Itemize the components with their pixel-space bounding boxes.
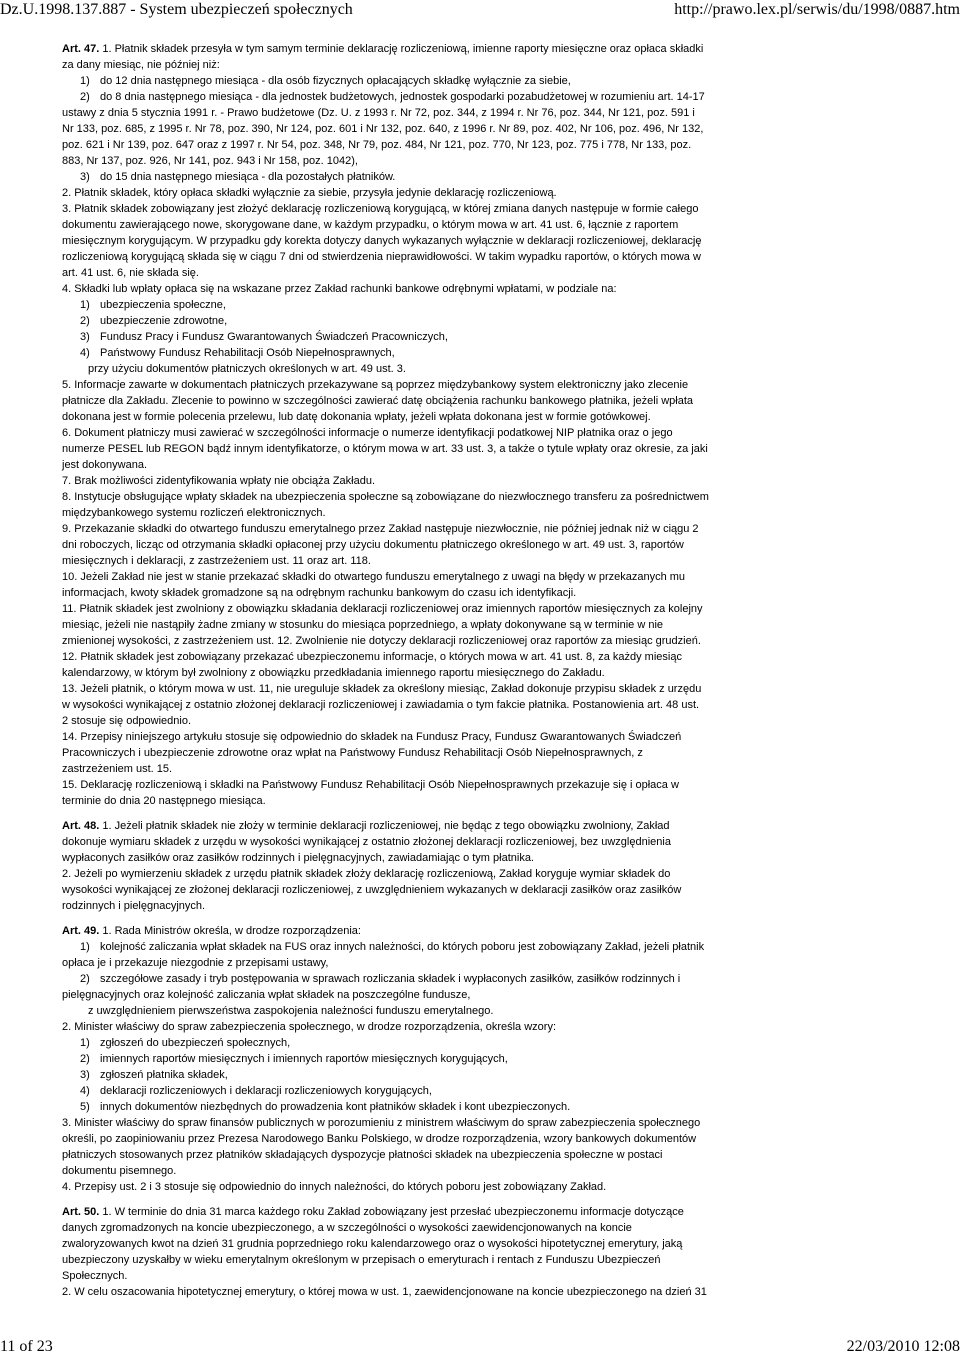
text-line xyxy=(62,361,942,377)
line-text: międzybankowego systemu rozliczeń elektronicznych. xyxy=(62,507,326,519)
line-text: innych dokumentów niezbędnych do prowadzenia kont płatników składek i kont ubezpieczonych. xyxy=(100,1101,571,1113)
text-line xyxy=(62,633,942,649)
text-line xyxy=(62,105,942,121)
line-text: dokumentu zawierającego nowe, skorygowane dane, w każdym przypadku, o którym mowa w art. 41 ust. 6, łącznie z raportem xyxy=(62,219,679,231)
line-text: opłaca je i przekazuje niezgodnie z przepisami ustawy, xyxy=(62,957,329,969)
line-text: informacjach, kwoty składek gromadzone są na odrębnym rachunku bankowym do czasu ich identyfikacji. xyxy=(62,587,577,599)
line-text: 1. Rada Ministrów określa, w drodze rozporządzenia: xyxy=(102,925,361,937)
list-item xyxy=(62,313,942,329)
line-text: imiennych raportów miesięcznych i imiennych raportów miesięcznych korygujących, xyxy=(100,1053,508,1065)
list-number: 4) xyxy=(80,1085,90,1097)
line-text: 1. Jeżeli płatnik składek nie złoży w terminie deklaracji rozliczeniowej, nie będąc z tego obowiązku zwolniony, Zakład xyxy=(102,820,670,832)
line-text: 14. Przepisy niniejszego artykułu stosuje się odpowiednio do składek na Fundusz Pracy, Fundusz Gwarantowanych Świadczeń xyxy=(62,731,682,743)
print-footer xyxy=(0,1337,960,1357)
list-item xyxy=(62,89,942,105)
list-number: 3) xyxy=(80,331,90,343)
text-line xyxy=(62,818,942,834)
document-body xyxy=(62,41,942,1300)
article-heading: Art. 49. xyxy=(62,925,100,937)
text-line xyxy=(62,987,942,1003)
line-text: danych zgromadzonych na koncie ubezpieczonego, a w szczególności o wysokości zaewidencjonowanych na koncie xyxy=(62,1222,632,1234)
line-text: za dany miesiąc, nie później niż: xyxy=(62,59,220,71)
line-text: dni roboczych, licząc od otrzymania składki opłaconej przy użyciu dokumentu płatniczego określonego w art. 49 ust. 3, raportów xyxy=(62,539,684,551)
line-text: rodzinnych i pielęgnacyjnych. xyxy=(62,900,206,912)
line-text: 1. W terminie do dnia 31 marca każdego roku Zakład zobowiązany jest przesłać ubezpieczonemu informacje dotyczące xyxy=(102,1206,684,1218)
line-text: 3. Minister właściwy do spraw finansów publicznych w porozumieniu z ministrem właściwym do spraw zabezpieczenia społecznego xyxy=(62,1117,701,1129)
list-item xyxy=(62,73,942,89)
list-item xyxy=(62,939,942,955)
article xyxy=(62,41,942,809)
line-text: Fundusz Pracy i Fundusz Gwarantowanych Świadczeń Pracowniczych, xyxy=(100,331,448,343)
line-text: poz. 621 i Nr 139, poz. 647 oraz z 1997 r. Nr 54, poz. 348, Nr 79, poz. 484, Nr 121, poz. 770, Nr 123, poz. 775 i 778, Nr 133, poz. xyxy=(62,139,692,151)
text-line xyxy=(62,249,942,265)
article-heading: Art. 48. xyxy=(62,820,100,832)
list-number: 2) xyxy=(80,91,90,103)
line-text: 2 stosuje się odpowiednio. xyxy=(62,715,192,727)
text-line xyxy=(62,850,942,866)
text-line xyxy=(62,665,942,681)
text-line xyxy=(62,217,942,233)
text-line xyxy=(62,457,942,473)
text-line xyxy=(62,834,942,850)
line-text: kolejność zaliczania wpłat składek na FUS oraz innych należności, do których poboru jest zobowiązany Zakład, jeżeli płatnik xyxy=(100,941,705,953)
line-text: 12. Płatnik składek jest zobowiązany przekazać ubezpieczonemu informacje, o których mowa w art. 41 ust. 8, za każdy miesiąc xyxy=(62,651,682,663)
line-text: 15. Deklarację rozliczeniową i składki na Państwowy Fundusz Rehabilitacji Osób Niepełnosprawnych przekazuje się i opłaca w xyxy=(62,779,679,791)
text-line xyxy=(62,1236,942,1252)
text-line xyxy=(62,777,942,793)
text-line xyxy=(62,233,942,249)
list-item xyxy=(62,971,942,987)
line-text: kalendarzowy, w którym był zwolniony z obowiązku przedkładania imiennego raportu miesięcznego do Zakładu. xyxy=(62,667,605,679)
text-line xyxy=(62,617,942,633)
text-line xyxy=(62,473,942,489)
list-item xyxy=(62,1083,942,1099)
text-line xyxy=(62,377,942,393)
text-line xyxy=(62,1115,942,1131)
text-line xyxy=(62,441,942,457)
line-text: wysokości wynikającej ze złożonej deklaracji rozliczeniowej, z uwzględnieniem wykazanych w deklaracji zasiłków oraz zasiłków xyxy=(62,884,682,896)
list-number: 3) xyxy=(80,1069,90,1081)
line-text: określi, po zaopiniowaniu przez Prezesa Narodowego Banku Polskiego, w drodze rozporządzenia, wzory bankowych dokumentów xyxy=(62,1133,697,1145)
line-text: 6. Dokument płatniczy musi zawierać w szczególności informacje o numerze identyfikacji podatkowej NIP płatnika oraz o jego xyxy=(62,427,673,439)
list-number: 2) xyxy=(80,315,90,327)
line-text: 4. Przepisy ust. 2 i 3 stosuje się odpowiednio do innych należności, do których poboru jest zobowiązany Zakład. xyxy=(62,1181,607,1193)
text-line xyxy=(62,201,942,217)
text-line xyxy=(62,1268,942,1284)
text-line xyxy=(62,1179,942,1195)
line-text: jest dokonywana. xyxy=(62,459,147,471)
line-text: 2. Płatnik składek, który opłaca składki wyłącznie za siebie, przysyła jedynie deklarację rozliczeniową. xyxy=(62,187,557,199)
text-line xyxy=(62,265,942,281)
line-text: Nr 133, poz. 685, z 1995 r. Nr 78, poz. 390, Nr 124, poz. 601 i Nr 132, poz. 640, z 1996 r. Nr 89, poz. 402, Nr 106, poz. 496, Nr 132, xyxy=(62,123,704,135)
line-text: przy użyciu dokumentów płatniczych określonych w art. 49 ust. 3. xyxy=(88,363,406,375)
line-text: 10. Jeżeli Zakład nie jest w stanie przekazać składki do otwartego funduszu emerytalnego z uwagi na błędy w przekazanych mu xyxy=(62,571,686,583)
line-text: 2. Minister właściwy do spraw zabezpieczenia społecznego, w drodze rozporządzenia, określa wzory: xyxy=(62,1021,557,1033)
line-text: 11. Płatnik składek jest zwolniony z obowiązku składania deklaracji rozliczeniowej oraz imiennych raportów miesięcznych za kolejny xyxy=(62,603,703,615)
text-line xyxy=(62,1163,942,1179)
text-line xyxy=(62,697,942,713)
list-number: 2) xyxy=(80,973,90,985)
line-text: 9. Przekazanie składki do otwartego funduszu emerytalnego przez Zakład następuje niezwłocznie, nie później jednak niż w ciągu 2 xyxy=(62,523,699,535)
line-text: 2. Jeżeli po wymierzeniu składek z urzędu płatnik składek złoży deklarację rozliczeniową, Zakład koryguje wymiar składek do xyxy=(62,868,671,880)
line-text: ubezpieczenia społeczne, xyxy=(100,299,226,311)
text-line xyxy=(62,425,942,441)
line-text: ubezpieczenie zdrowotne, xyxy=(100,315,228,327)
line-text: do 15 dnia następnego miesiąca - dla pozostałych płatników. xyxy=(100,171,396,183)
text-line xyxy=(62,553,942,569)
line-text: ubezpieczony uzyskałby w wieku emerytalnym określonym w przepisach o emeryturach i rentach z Funduszu Ubezpieczeń xyxy=(62,1254,661,1266)
text-line xyxy=(62,185,942,201)
print-datetime: 22/03/2010 12:08 xyxy=(846,1338,960,1355)
text-line xyxy=(62,713,942,729)
line-text: deklaracji rozliczeniowych i deklaracji rozliczeniowych korygujących, xyxy=(100,1085,432,1097)
line-text: do 12 dnia następnego miesiąca - dla osób fizycznych opłacających składkę wyłącznie za siebie, xyxy=(100,75,571,87)
text-line xyxy=(62,153,942,169)
text-line xyxy=(62,745,942,761)
list-number: 4) xyxy=(80,347,90,359)
text-line xyxy=(62,537,942,553)
list-item xyxy=(62,1067,942,1083)
text-line xyxy=(62,955,942,971)
text-line xyxy=(62,882,942,898)
text-line xyxy=(62,585,942,601)
text-line xyxy=(62,1252,942,1268)
line-text: do 8 dnia następnego miesiąca - dla jednostek budżetowych, jednostek gospodarki pozabudżetowej w rozumieniu art. 14-17 xyxy=(100,91,705,103)
text-line xyxy=(62,601,942,617)
text-line xyxy=(62,729,942,745)
list-item xyxy=(62,169,942,185)
list-item xyxy=(62,1099,942,1115)
article-heading: Art. 50. xyxy=(62,1206,100,1218)
line-text: Społecznych. xyxy=(62,1270,128,1282)
text-line xyxy=(62,281,942,297)
line-text: szczegółowe zasady i tryb postępowania w sprawach rozliczania składek i wypłaconych zasiłków, zasiłków rodzinnych i xyxy=(100,973,681,985)
text-line xyxy=(62,57,942,73)
list-number: 2) xyxy=(80,1053,90,1065)
text-line xyxy=(62,489,942,505)
line-text: 1. Płatnik składek przesyła w tym samym terminie deklarację rozliczeniową, imienne raporty miesięczne oraz opłaca składki xyxy=(102,43,704,55)
text-line xyxy=(62,521,942,537)
line-text: 5. Informacje zawarte w dokumentach płatniczych przekazywane są poprzez międzybankowy system elektroniczny jako zlecenie xyxy=(62,379,689,391)
text-line xyxy=(62,1220,942,1236)
line-text: 8. Instytucje obsługujące wpłaty składek na ubezpieczenia społeczne są zobowiązane do niezwłocznego transferu za pośrednictwem xyxy=(62,491,709,503)
line-text: Pracowniczych i ubezpieczenie zdrowotne oraz wpłat na Państwowy Fundusz Rehabilitacji Osób Niepełnosprawnych, z xyxy=(62,747,643,759)
text-line xyxy=(62,1003,942,1019)
text-line xyxy=(62,393,942,409)
text-line xyxy=(62,137,942,153)
line-text: 3. Płatnik składek zobowiązany jest złożyć deklarację rozliczeniową korygującą, w której zmiana danych następuje w formie całego xyxy=(62,203,699,215)
text-line xyxy=(62,649,942,665)
line-text: zgłoszeń do ubezpieczeń społecznych, xyxy=(100,1037,291,1049)
line-text: 883, Nr 137, poz. 926, Nr 141, poz. 943 i Nr 158, poz. 1042), xyxy=(62,155,358,167)
list-item xyxy=(62,1051,942,1067)
text-line xyxy=(62,923,942,939)
text-line xyxy=(62,1284,942,1300)
line-text: płatnicze dla Zakładu. Zlecenie to powinno w szczególności zawierać datę obciążenia rachunku bankowego płatnika, jeżeli wpłata xyxy=(62,395,694,407)
list-number: 5) xyxy=(80,1101,90,1113)
text-line xyxy=(62,1147,942,1163)
text-line xyxy=(62,569,942,585)
text-line xyxy=(62,409,942,425)
text-line xyxy=(62,898,942,914)
list-number: 1) xyxy=(80,941,90,953)
line-text: 7. Brak możliwości zidentyfikowania wpłaty nie obciąża Zakładu. xyxy=(62,475,376,487)
list-item xyxy=(62,1035,942,1051)
line-text: dokumentu pisemnego. xyxy=(62,1165,177,1177)
line-text: 4. Składki lub wpłaty opłaca się na wskazane przez Zakład rachunki bankowe odrębnymi wpłatami, w podziale na: xyxy=(62,283,617,295)
page-counter: 11 of 23 xyxy=(0,1338,53,1355)
text-line xyxy=(62,1131,942,1147)
line-text: Państwowy Fundusz Rehabilitacji Osób Niepełnosprawnych, xyxy=(100,347,395,359)
print-header-title: Dz.U.1998.137.887 - System ubezpieczeń społecznych xyxy=(0,1,353,18)
list-item xyxy=(62,297,942,313)
line-text: dokonana jest w formie polecenia przelewu, lub datę dokonania wpłaty, jeżeli wpłata dokonana jest w formie gotówkowej. xyxy=(62,411,651,423)
line-text: miesiąc, jeżeli nie nastąpiły żadne zmiany w stosunku do miesiąca poprzedniego, a wpłaty dokonywane są w terminie w nie xyxy=(62,619,664,631)
list-number: 1) xyxy=(80,299,90,311)
text-line xyxy=(62,121,942,137)
text-line xyxy=(62,793,942,809)
line-text: art. 41 ust. 6, nie składa się. xyxy=(62,267,199,279)
line-text: w wysokości wynikającej z ostatnio złożonej deklaracji rozliczeniowej i zawiadamia o tym fakcie płatnika. Postanowienia art. 48 ust. xyxy=(62,699,700,711)
text-line xyxy=(62,681,942,697)
line-text: ustawy z dnia 5 stycznia 1991 r. - Prawo budżetowe (Dz. U. z 1993 r. Nr 72, poz. 344, z 1994 r. Nr 76, poz. 344, Nr 121, poz. 591 i xyxy=(62,107,695,119)
text-line xyxy=(62,761,942,777)
print-header xyxy=(0,0,960,20)
list-item xyxy=(62,345,942,361)
text-line xyxy=(62,1204,942,1220)
list-number: 1) xyxy=(80,1037,90,1049)
text-line xyxy=(62,1019,942,1035)
text-line xyxy=(62,41,942,57)
list-number: 3) xyxy=(80,171,90,183)
line-text: pielęgnacyjnych oraz kolejność zaliczania wpłat składek na poszczególne fundusze, xyxy=(62,989,471,1001)
line-text: zwaloryzowanych kwot na dzień 31 grudnia poprzedniego roku kalendarzowego oraz o wysokości hipotetycznej emerytury, jaką xyxy=(62,1238,683,1250)
line-text: numerze PESEL lub REGON bądź innym identyfikatorze, o którym mowa w art. 33 ust. 3, a także o tytule wpłaty oraz okresie, za jaki xyxy=(62,443,708,455)
list-number: 1) xyxy=(80,75,90,87)
line-text: rozliczeniową korygującą składa się w ciągu 7 dni od stwierdzenia nieprawidłowości. W takim wypadku raportów, o których mowa w xyxy=(62,251,701,263)
line-text: 2. W celu oszacowania hipotetycznej emerytury, o której mowa w ust. 1, zaewidencjonowane na koncie ubezpieczonego na dzień 31 xyxy=(62,1286,707,1298)
line-text: miesięcznych i deklaracji, z zastrzeżeniem ust. 11 oraz art. 118. xyxy=(62,555,371,567)
line-text: zastrzeżeniem ust. 15. xyxy=(62,763,173,775)
line-text: zmienionej wysokości, z zastrzeżeniem ust. 12. Zwolnienie nie dotyczy deklaracji rozliczeniowej oraz raportów za miesiąc grudzień. xyxy=(62,635,701,647)
line-text: miesięcznym korygującym. W przypadku gdy korekta dotyczy danych wykazanych wyłącznie w deklaracji rozliczeniowej, deklarację xyxy=(62,235,702,247)
print-header-url: http://prawo.lex.pl/serwis/du/1998/0887.htm xyxy=(674,1,960,18)
line-text: płatniczych stosowanych przez płatników składających dyspozycje płatności składek na ubezpieczenia społeczne w postaci xyxy=(62,1149,663,1161)
text-line xyxy=(62,866,942,882)
article xyxy=(62,923,942,1195)
text-line xyxy=(62,505,942,521)
line-text: 13. Jeżeli płatnik, o którym mowa w ust. 11, nie ureguluje składek za określony miesiąc, Zakład dokonuje przypisu składek z urzędu xyxy=(62,683,702,695)
article xyxy=(62,1204,942,1300)
line-text: terminie do dnia 20 następnego miesiąca. xyxy=(62,795,266,807)
line-text: z uwzględnieniem pierwszeństwa zaspokojenia należności funduszu emerytalnego. xyxy=(88,1005,494,1017)
article-heading: Art. 47. xyxy=(62,43,100,55)
article xyxy=(62,818,942,914)
line-text: zgłoszeń płatnika składek, xyxy=(100,1069,228,1081)
line-text: wypłaconych zasiłków oraz zasiłków rodzinnych i pielęgnacyjnych, zawiadamiając o tym płatnika. xyxy=(62,852,534,864)
list-item xyxy=(62,329,942,345)
line-text: dokonuje wymiaru składek z urzędu w wysokości wynikającej z ostatnio złożonej deklaracji rozliczeniowej, bez uwzględnienia xyxy=(62,836,671,848)
